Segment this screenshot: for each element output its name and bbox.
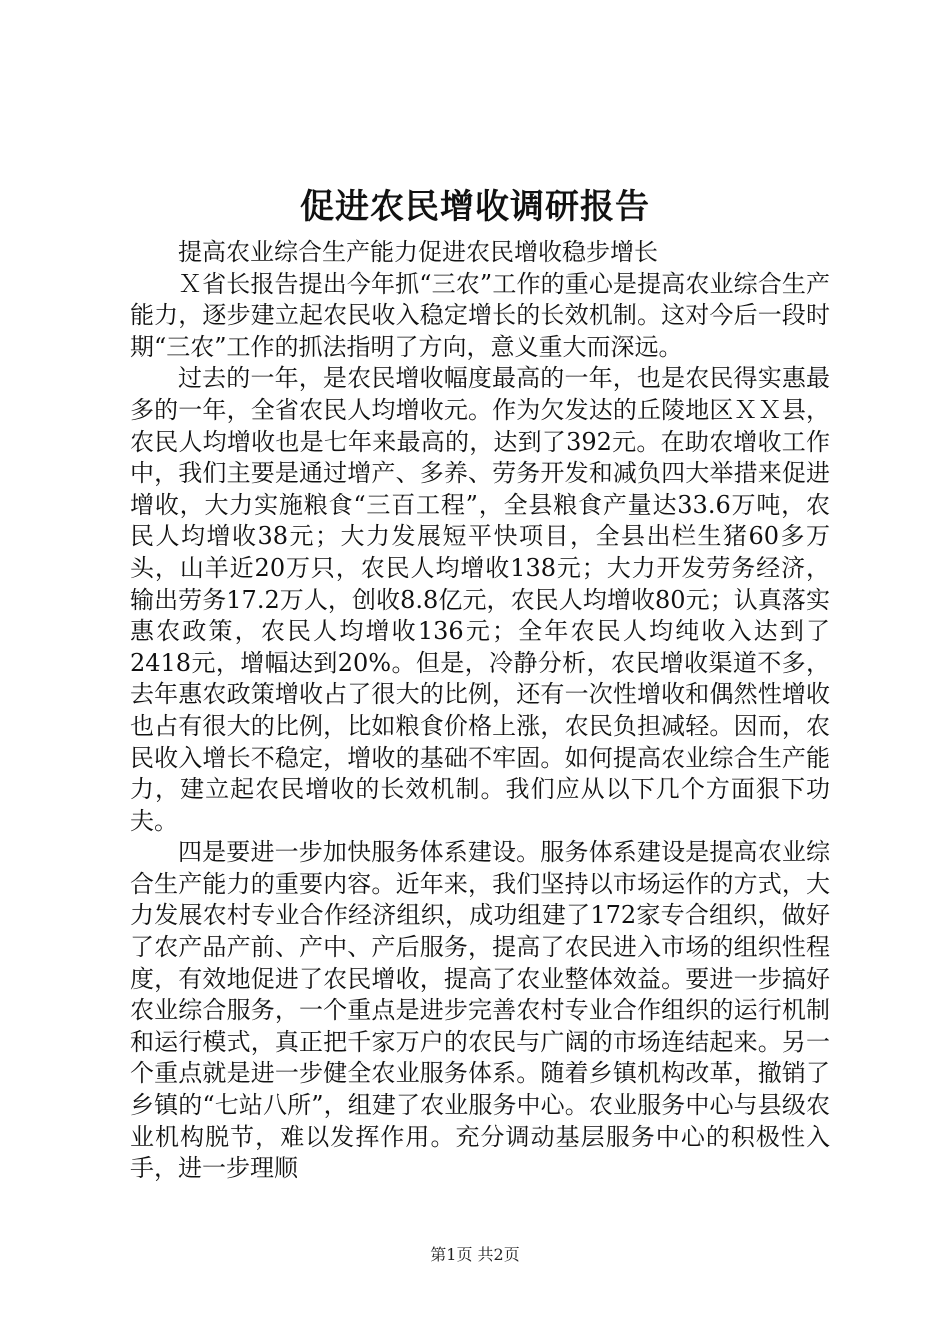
- paragraph-subtitle: 提高农业综合生产能力促进农民增收稳步增长: [178, 238, 658, 266]
- document-title: 促进农民增收调研报告: [300, 187, 650, 227]
- document-body: [130, 237, 830, 1185]
- paragraph-2: 过去的一年，是农民增收幅度最高的一年，也是农民得实惠最多的一年，全省农民人均增收元。作为欠发达的丘陵地区ＸＸ县，农民人均增收也是七年来最高的，达到了392元。在助农增收工作中，我们主要是通过增产、多养、劳务开发和减负四大举措来促进增收，大力实施粮食“三百工程”，全县粮食产量达33.6万吨，农民人均增收38元；大力发展短平快项目，全县出栏生猪60多万头，山羊近20万只，农民人均增收138元；大力开发劳务经济，输出劳务17.2万人，创收8.8亿元，农民人均增收80元；认真落实惠农政策，农民人均增收136元；全年农民人均纯收入达到了2418元，增幅达到20%。但是，冷静分析，农民增收渠道不多，去年惠农政策增收占了很大的比例，还有一次性增收和偶然性增收也占有很大的比例，比如粮食价格上涨，农民负担减轻。因而，农民收入增长不稳定，增收的基础不牢固。如何提高农业综合生产能力，建立起农民增收的长效机制。我们应从以下几个方面狠下功夫。: [130, 364, 830, 835]
- page-footer: 第1页 共2页: [430, 1245, 520, 1264]
- paragraph-3: 四是要进一步加快服务体系建设。服务体系建设是提高农业综合生产能力的重要内容。近年来，我们坚持以市场运作的方式，大力发展农村专业合作经济组织，成功组建了172家专合组织，做好了农产品产前、产中、产后服务，提高了农民进入市场的组织性程度，有效地促进了农民增收，提高了农业整体效益。要进一步搞好农业综合服务，一个重点是进步完善农村专业合作组织的运行机制和运行模式，真正把千家万户的农民与广阔的市场连结起来。另一个重点就是进一步健全农业服务体系。随着乡镇机构改革，撤销了乡镇的“七站八所”，组建了农业服务中心。农业服务中心与县级农业机构脱节，难以发挥作用。充分调动基层服务中心的积极性入手，进一步理顺: [130, 838, 830, 1183]
- paragraph-1: Ｘ省长报告提出今年抓“三农”工作的重心是提高农业综合生产能力，逐步建立起农民收入稳定增长的长效机制。这对今后一段时期“三农”工作的抓法指明了方向，意义重大而深远。: [130, 269, 830, 361]
